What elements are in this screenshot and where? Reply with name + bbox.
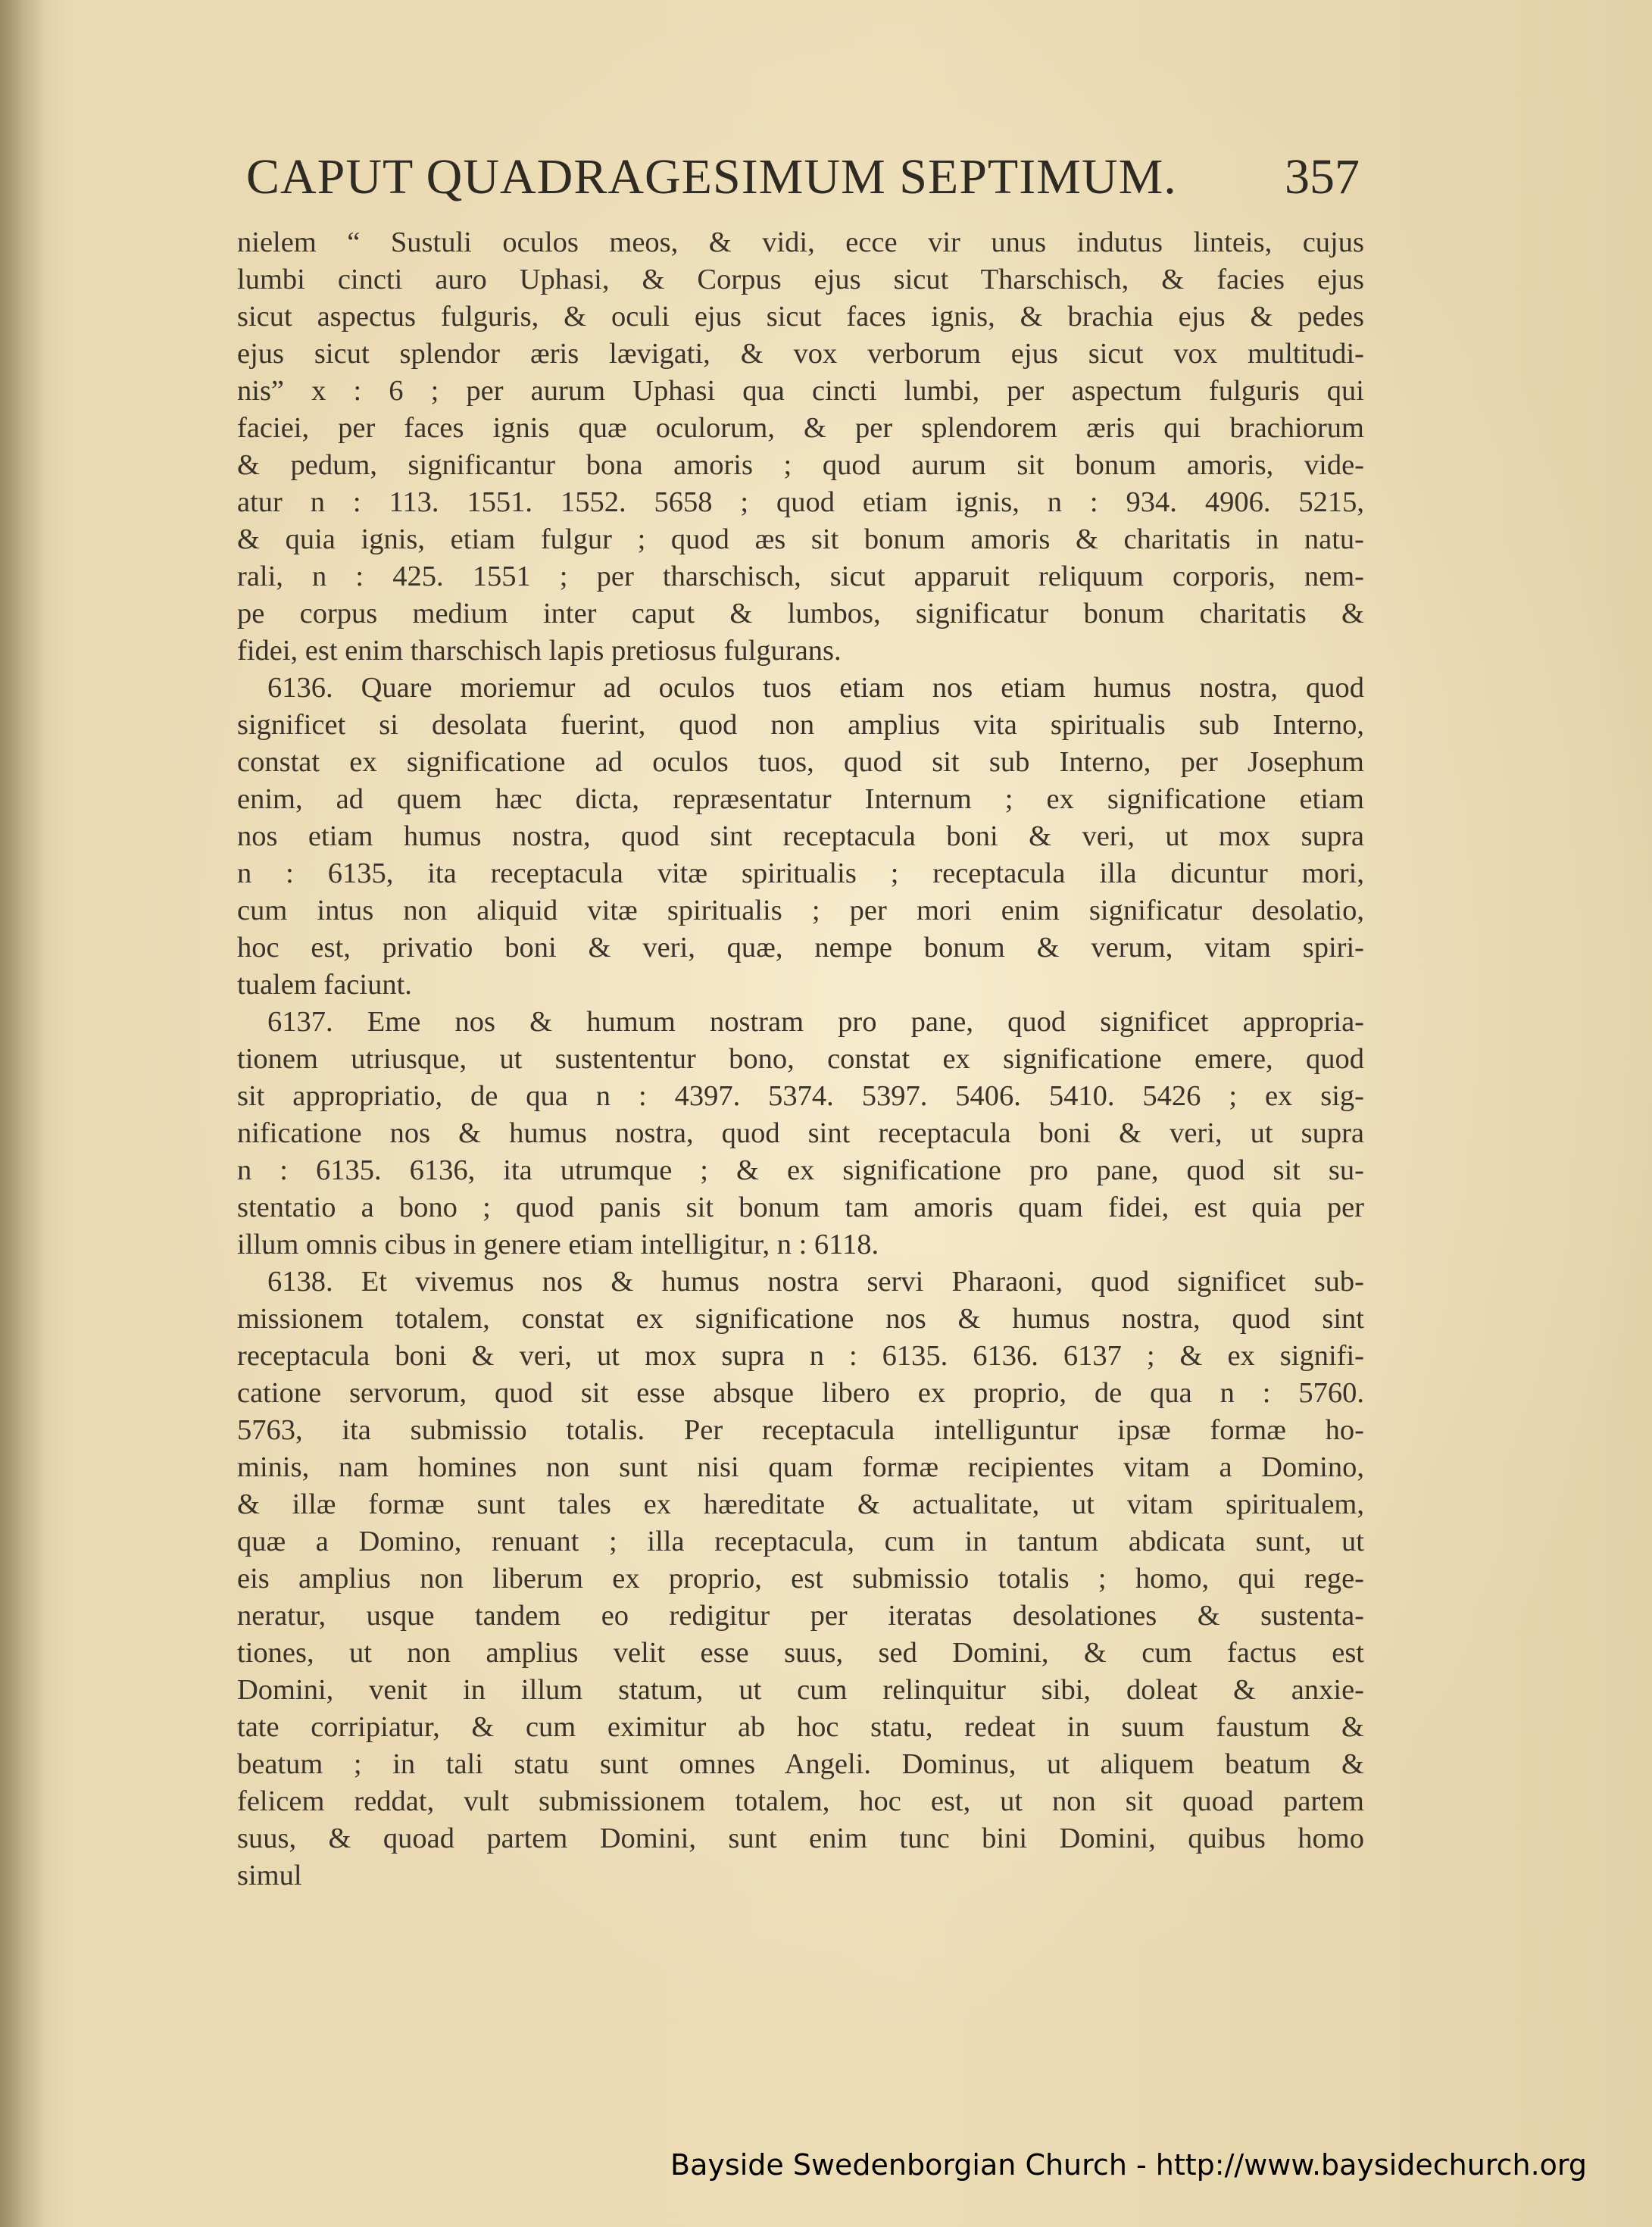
text-line: quæ a Domino, renuant ; illa receptacula, cum in tantum abdicata sunt, ut xyxy=(237,1526,1364,1557)
text-line: stentatio a bono ; quod panis sit bonum tam amoris quam fidei, est quia per xyxy=(237,1192,1364,1223)
paragraph-6138-start: 6138. Et vivemus nos & humus nostra servi Pharaoni, quod significet sub- xyxy=(267,1266,1364,1298)
text-line: nos etiam humus nostra, quod sint receptacula boni & veri, ut mox supra xyxy=(237,820,1364,852)
text-line: tualem faciunt. xyxy=(237,969,412,1001)
text-line: n : 6135. 6136, ita utrumque ; & ex significatione pro pane, quod sit su- xyxy=(237,1154,1364,1186)
text-line: rali, n : 425. 1551 ; per tharschisch, sicut apparuit reliquum corporis, nem- xyxy=(237,561,1364,592)
text-line: significet si desolata fuerint, quod non amplius vita spiritualis sub Interno, xyxy=(237,709,1364,741)
text-line: eis amplius non liberum ex proprio, est submissio totalis ; homo, qui rege- xyxy=(237,1563,1364,1595)
text-line: suus, & quoad partem Domini, sunt enim tunc bini Domini, quibus homo xyxy=(237,1823,1364,1854)
text-line: minis, nam homines non sunt nisi quam formæ recipientes vitam a Domino, xyxy=(237,1451,1364,1483)
text-line: neratur, usque tandem eo redigitur per iteratas desolationes & sustenta- xyxy=(237,1600,1364,1632)
text-line: n : 6135, ita receptacula vitæ spiritualis ; receptacula illa dicuntur mori, xyxy=(237,857,1364,889)
paragraph-6137-start: 6137. Eme nos & humum nostram pro pane, quod significet appropria- xyxy=(267,1006,1364,1038)
text-line: Domini, venit in illum statum, ut cum relinquitur sibi, doleat & anxie- xyxy=(237,1674,1364,1706)
text-line: pe corpus medium inter caput & lumbos, significatur bonum charitatis & xyxy=(237,598,1364,629)
text-line: ejus sicut splendor æris lævigati, & vox verborum ejus sicut vox multitudi- xyxy=(237,338,1364,370)
text-line: nielem “ Sustuli oculos meos, & vidi, ecce vir unus indutus linteis, cujus xyxy=(237,226,1364,258)
text-line: tiones, ut non amplius velit esse suus, sed Domini, & cum factus est xyxy=(237,1637,1364,1669)
running-title: CAPUT QUADRAGESIMUM SEPTIMUM. xyxy=(246,149,1177,205)
text-line: & illæ formæ sunt tales ex hæreditate & actualitate, ut vitam spiritualem, xyxy=(237,1488,1364,1520)
text-line: lumbi cincti auro Uphasi, & Corpus ejus sicut Tharschisch, & facies ejus xyxy=(237,264,1364,295)
text-line: faciei, per faces ignis quæ oculorum, & per splendorem æris qui brachiorum xyxy=(237,412,1364,444)
catchword xyxy=(237,1894,1364,1932)
text-line: nificatione nos & humus nostra, quod sint receptacula boni & veri, ut supra xyxy=(237,1117,1364,1149)
page-gutter xyxy=(0,0,45,2227)
text-line: sit appropriatio, de qua n : 4397. 5374. 5397. 5406. 5410. 5426 ; ex sig- xyxy=(237,1080,1364,1112)
text-line: & pedum, significantur bona amoris ; quod aurum sit bonum amoris, vide- xyxy=(237,449,1364,481)
text-line: beatum ; in tali statu sunt omnes Angeli. Dominus, ut aliquem beatum & xyxy=(237,1748,1364,1780)
page-number: 357 xyxy=(1285,149,1360,205)
text-line: simul xyxy=(237,1860,302,1891)
text-line: & quia ignis, etiam fulgur ; quod æs sit bonum amoris & charitatis in natu- xyxy=(237,523,1364,555)
text-line: fidei, est enim tharschisch lapis pretiosus fulgurans. xyxy=(237,635,842,667)
text-line: receptacula boni & veri, ut mox supra n : 6135. 6136. 6137 ; & ex signifi- xyxy=(237,1340,1364,1372)
text-line: missionem totalem, constat ex significatione nos & humus nostra, quod sint xyxy=(237,1303,1364,1335)
text-line: tionem utriusque, ut sustententur bono, constat ex significatione emere, quod xyxy=(237,1043,1364,1075)
text-line: tate corripiatur, & cum eximitur ab hoc statu, redeat in suum faustum & xyxy=(237,1711,1364,1743)
text-line: sicut aspectus fulguris, & oculi ejus sicut faces ignis, & brachia ejus & pedes xyxy=(237,301,1364,333)
page-header xyxy=(246,148,1360,217)
text-line: atur n : 113. 1551. 1552. 5658 ; quod etiam ignis, n : 934. 4906. 5215, xyxy=(237,486,1364,518)
text-line: catione servorum, quod sit esse absque libero ex proprio, de qua n : 5760. xyxy=(237,1377,1364,1409)
text-line: constat ex significatione ad oculos tuos, quod sit sub Interno, per Josephum xyxy=(237,746,1364,778)
text-line: nis” x : 6 ; per aurum Uphasi qua cincti lumbi, per aspectum fulguris qui xyxy=(237,375,1364,407)
text-line: hoc est, privatio boni & veri, quæ, nempe bonum & verum, vitam spiri- xyxy=(237,932,1364,964)
source-watermark: Bayside Swedenborgian Church - http://www.baysidechurch.org xyxy=(670,2148,1587,2182)
text-line: illum omnis cibus in genere etiam intelligitur, n : 6118. xyxy=(237,1229,879,1260)
paragraph-6136-start: 6136. Quare moriemur ad oculos tuos etiam nos etiam humus nostra, quod xyxy=(267,672,1364,704)
text-line: cum intus non aliquid vitæ spiritualis ; per mori enim significatur desolatio, xyxy=(237,895,1364,926)
text-line: 5763, ita submissio totalis. Per receptacula intelliguntur ipsæ formæ ho- xyxy=(237,1414,1364,1446)
text-line: enim, ad quem hæc dicta, repræsentatur Internum ; ex significatione etiam xyxy=(237,783,1364,815)
body-text xyxy=(237,224,1364,1932)
text-line: felicem reddat, vult submissionem totalem, hoc est, ut non sit quoad partem xyxy=(237,1785,1364,1817)
